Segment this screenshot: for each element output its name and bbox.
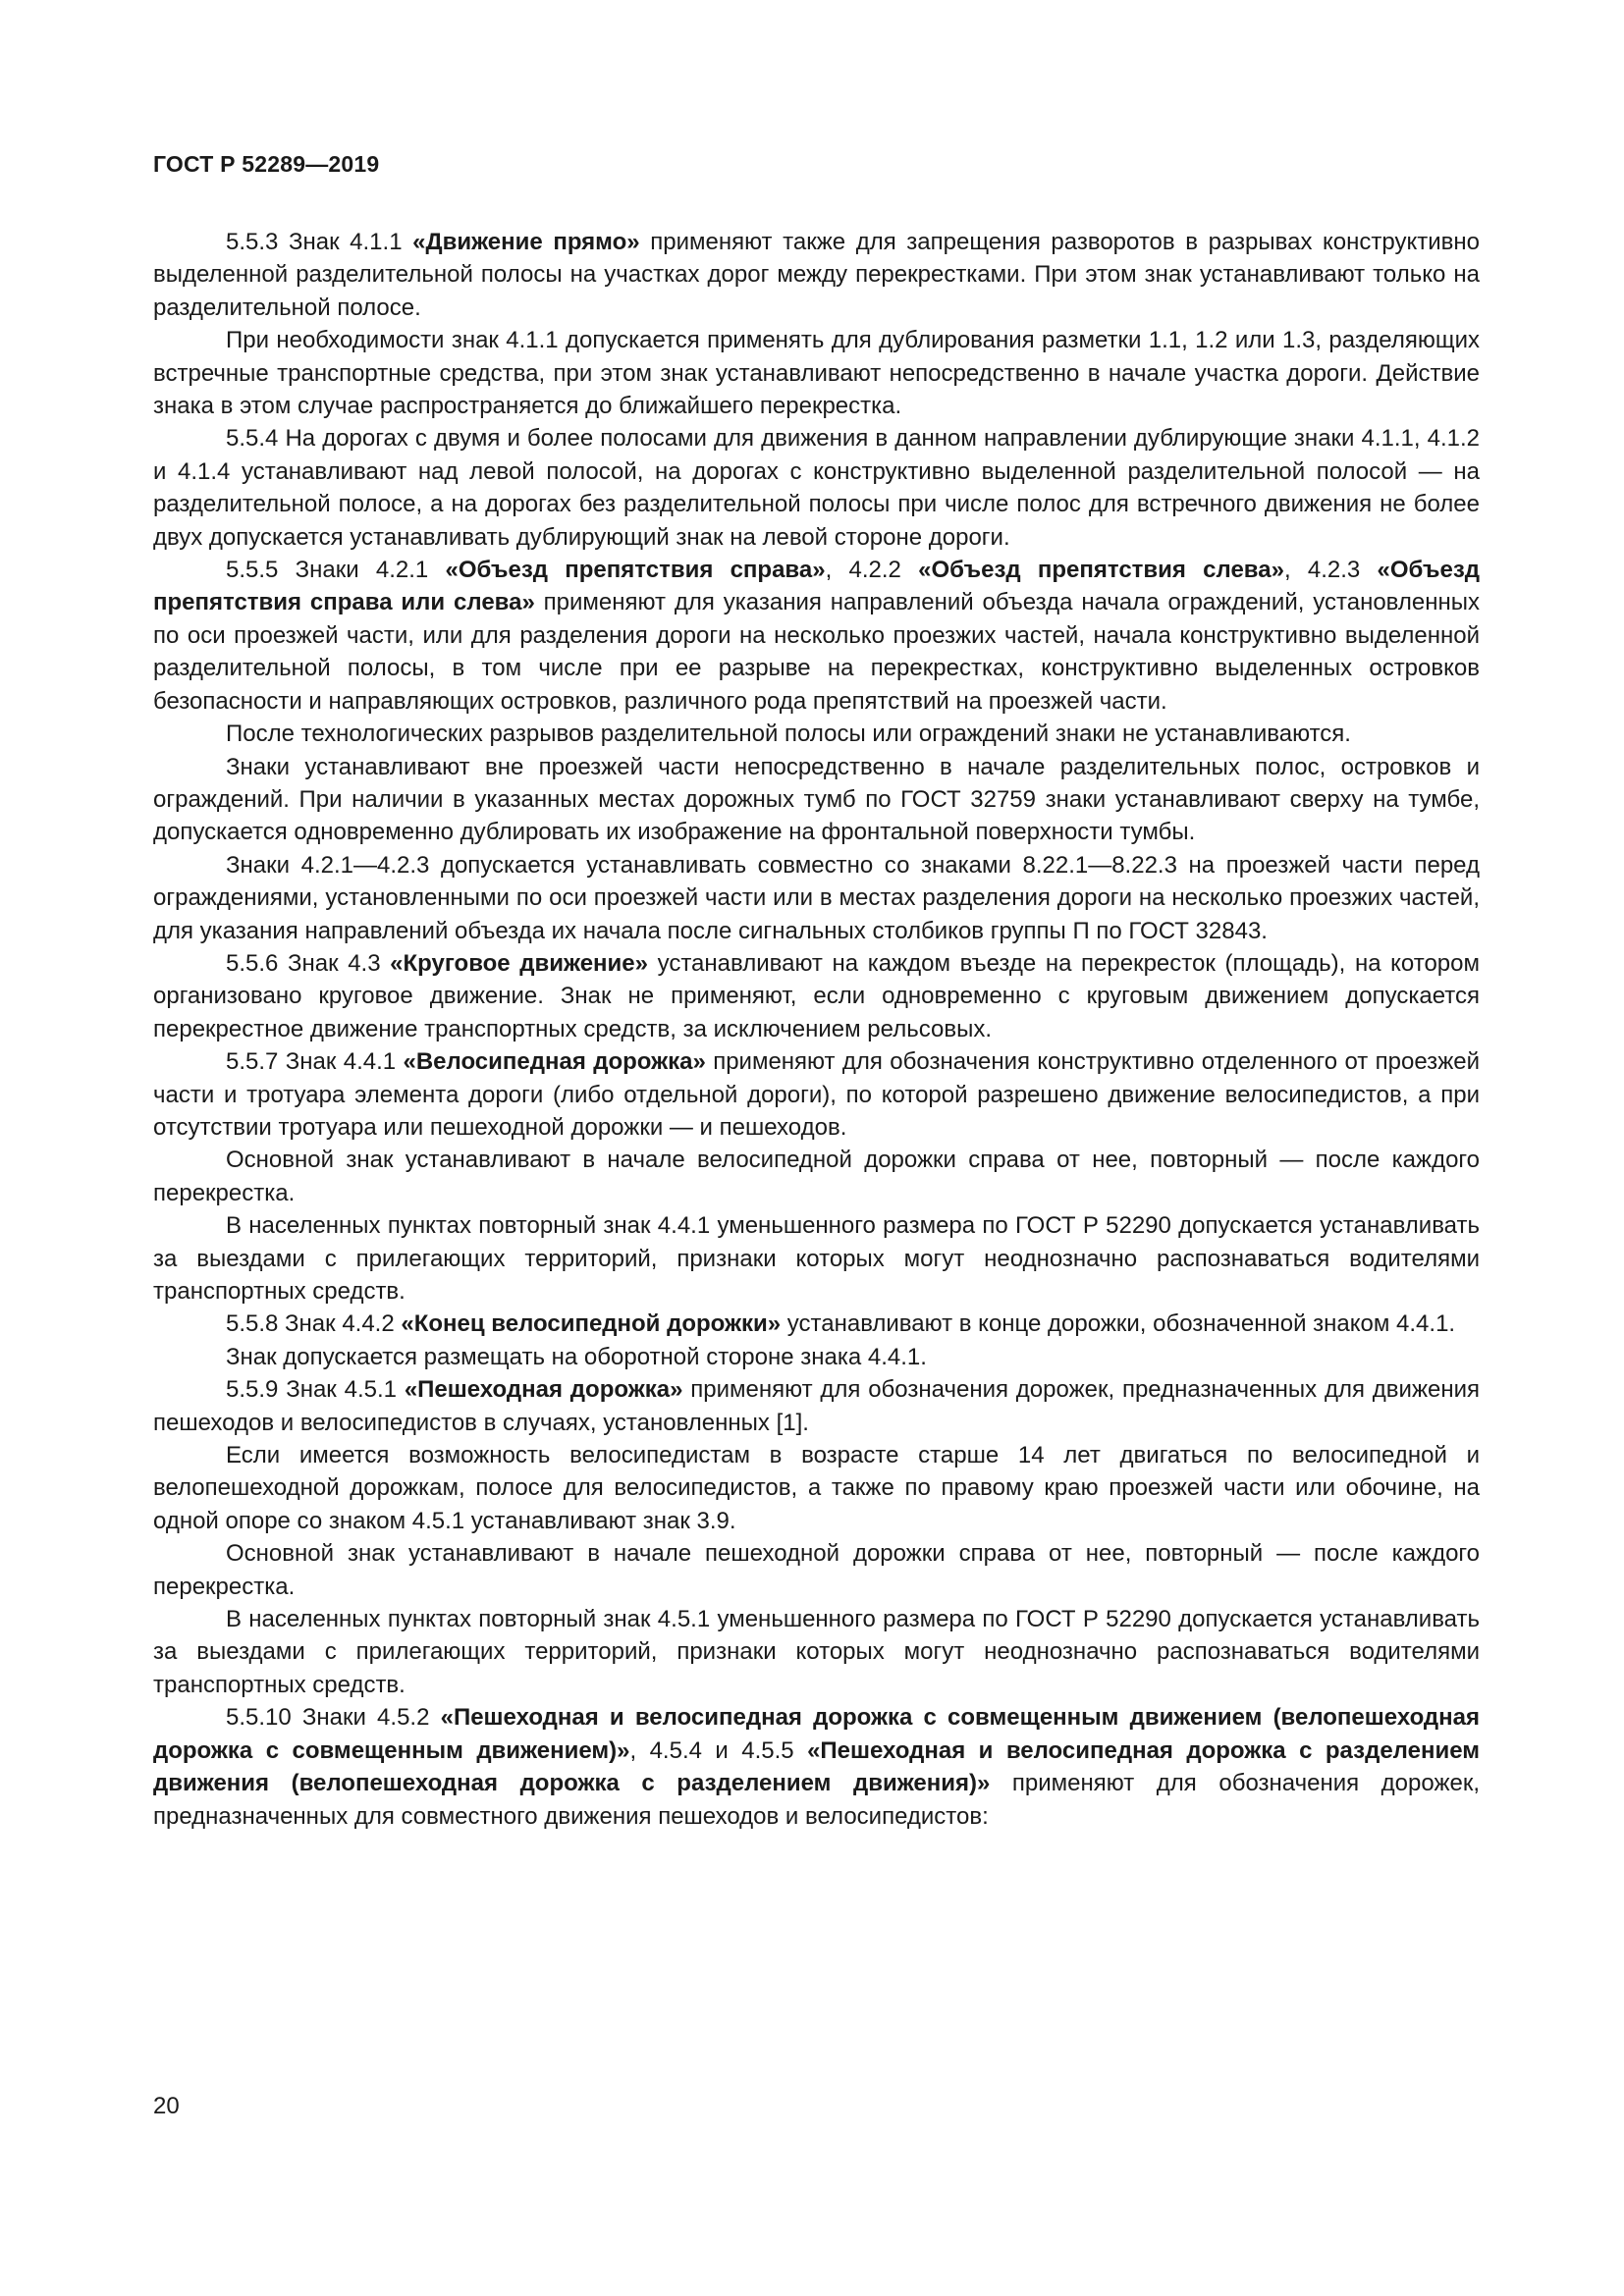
paragraph <box>153 1373 1480 1439</box>
paragraph-text: , 4.5.4 и 4.5.5 <box>629 1736 808 1764</box>
paragraph-text: В населенных пунктах повторный знак 4.5.1 уменьшенного размера по ГОСТ Р 52290 допускается устанавливать за выездами с прилегающих территорий, признаки которых могут неоднозначно распознаваться водителями транспортных средств. <box>153 1606 1480 1698</box>
paragraph <box>153 1439 1480 1537</box>
paragraph-text: применяют для обозначения дорожек, предназначенных для движения пешеходов и велосипедистов в случаях, установленных [1]. <box>153 1376 1481 1436</box>
paragraph <box>153 718 1480 750</box>
paragraph-text: При необходимости знак 4.1.1 допускается применять для дублирования разметки 1.1, 1.2 или 1.3, разделяющих встречные транспортные средства, при этом знак устанавливают непосредственно в начале участка дороги. Действие знака в этом случае распространяется до ближайшего перекрестка. <box>153 327 1480 420</box>
paragraph-text: В населенных пунктах повторный знак 4.4.1 уменьшенного размера по ГОСТ Р 52290 допускается устанавливать за выездами с прилегающих территорий, признаки которых могут неоднозначно распознаваться водителями транспортных средств. <box>153 1212 1480 1305</box>
paragraph-text: , 4.2.2 <box>825 557 919 584</box>
paragraph-text: 5.5.5 Знаки 4.2.1 <box>226 557 446 584</box>
paragraph-text: Знак допускается размещать на оборотной стороне знака 4.4.1. <box>226 1343 927 1370</box>
paragraph <box>153 422 1480 554</box>
paragraph <box>153 324 1480 422</box>
sign-name: «Велосипедная дорожка» <box>403 1048 706 1076</box>
paragraph <box>153 1045 1480 1144</box>
paragraph-text: 5.5.8 Знак 4.4.2 <box>226 1310 402 1338</box>
paragraph-text: 5.5.3 Знак 4.1.1 <box>226 229 413 255</box>
paragraph-text: Знаки устанавливают вне проезжей части непосредственно в начале разделительных полос, островков и ограждений. При наличии в указанных местах дорожных тумб по ГОСТ 32759 знаки устанавливают сверху на тумбе, допускается одновременно дублировать их изображение на фронтальной поверхности тумбы. <box>153 753 1480 846</box>
paragraph-text: устанавливают в конце дорожки, обозначенной знаком 4.4.1. <box>781 1310 1456 1338</box>
paragraph <box>153 1144 1480 1209</box>
paragraph-text: , 4.2.3 <box>1283 557 1378 584</box>
sign-name: «Объезд препятствия справа» <box>445 557 826 584</box>
sign-name: «Пешеходная и велосипедная дорожка с совмещенным движением (велопешеходная дорожка с совмещенным движением)» <box>153 1704 1480 1764</box>
paragraph-text: 5.5.6 Знак 4.3 <box>226 949 391 977</box>
sign-name: «Объезд препятствия справа или слева» <box>153 557 1481 616</box>
paragraph <box>153 1308 1480 1340</box>
paragraph-text: 5.5.10 Знаки 4.5.2 <box>226 1704 441 1732</box>
paragraph-text: После технологических разрывов разделительной полосы или ограждений знаки не устанавливаются. <box>226 721 1351 748</box>
sign-name: «Движение прямо» <box>412 229 640 255</box>
document-header: ГОСТ Р 52289—2019 <box>153 151 380 177</box>
paragraph <box>153 947 1480 1045</box>
paragraph-text: Основной знак устанавливают в начале пешеходной дорожки справа от нее, повторный — после каждого перекрестка. <box>153 1540 1480 1600</box>
sign-name: «Конец велосипедной дорожки» <box>401 1310 782 1338</box>
paragraph-text: Основной знак устанавливают в начале велосипедной дорожки справа от нее, повторный — после каждого перекрестка. <box>153 1147 1480 1206</box>
paragraph-text: применяют для обозначения конструктивно отделенного от проезжей части и тротуара элемента дороги (либо отдельной дороги), по которой разрешено движение велосипедистов, а при отсутствии тротуара или пешеходной дорожки — и пешеходов. <box>153 1048 1480 1141</box>
paragraph-text: применяют также для запрещения разворотов в разрывах конструктивно выделенной разделительной полосы на участках дорог между перекрестками. При этом знак устанавливают только на разделительной полосе. <box>153 229 1480 321</box>
paragraph <box>153 1341 1480 1373</box>
paragraph-text: 5.5.4 На дорогах с двумя и более полосами для движения в данном направлении дублирующие знаки 4.1.1, 4.1.2 и 4.1.4 устанавливают над левой полосой, на дорогах с конструктивно выделенной разделительной полосой — на разделительной полосе, а на дорогах без разделительной полосы при числе полос для встречного движения не более двух допускается устанавливать дублирующий знак на левой стороне дороги. <box>153 425 1480 551</box>
paragraph-text: Знаки 4.2.1—4.2.3 допускается устанавливать совместно со знаками 8.22.1—8.22.3 на проезжей части перед ограждениями, установленными по оси проезжей части или в местах разделения дороги на несколько проезжих частей, для указания направлений объезда их начала после сигнальных столбиков группы П по ГОСТ 32843. <box>153 851 1480 944</box>
document-body <box>153 226 1480 1833</box>
paragraph <box>153 1701 1480 1833</box>
paragraph-text: 5.5.9 Знак 4.5.1 <box>226 1376 405 1404</box>
paragraph-text: Если имеется возможность велосипедистам в возрасте старше 14 лет двигаться по велосипедной и велопешеходной дорожкам, полосе для велосипедистов, а также по правому краю проезжей части или обочине, на одной опоре со знаком 4.5.1 устанавливают знак 3.9. <box>153 1442 1480 1534</box>
paragraph-text: применяют для обозначения дорожек, предназначенных для совместного движения пешеходов и велосипедистов: <box>153 1770 1481 1830</box>
paragraph <box>153 849 1480 947</box>
sign-name: «Пешеходная и велосипедная дорожка с разделением движения (велопешеходная дорожка с разделением движения)» <box>153 1736 1480 1797</box>
paragraph-text: устанавливают на каждом въезде на перекресток (площадь), на котором организовано круговое движение. Знак не применяют, если одновременно с круговым движением допускается перекрестное движение транспортных средств, за исключением рельсовых. <box>153 949 1481 1042</box>
paragraph <box>153 1537 1480 1603</box>
paragraph <box>153 751 1480 849</box>
sign-name: «Пешеходная дорожка» <box>404 1376 683 1404</box>
paragraph-text: 5.5.7 Знак 4.4.1 <box>226 1048 404 1076</box>
paragraph <box>153 554 1480 718</box>
page-number: 20 <box>153 2093 180 2119</box>
paragraph <box>153 1603 1480 1701</box>
paragraph <box>153 1209 1480 1308</box>
paragraph <box>153 226 1480 324</box>
sign-name: «Объезд препятствия слева» <box>918 557 1284 584</box>
paragraph-text: применяют для указания направлений объезда начала ограждений, установленных по оси проезжей части, или для разделения дороги на несколько проезжих частей, начала конструктивно выделенной разделительной полосы, в том числе при ее разрыве на перекрестках, конструктивно выделенных островков безопасности и направляющих островков, различного рода препятствий на проезжей части. <box>153 589 1480 715</box>
sign-name: «Круговое движение» <box>390 949 648 977</box>
